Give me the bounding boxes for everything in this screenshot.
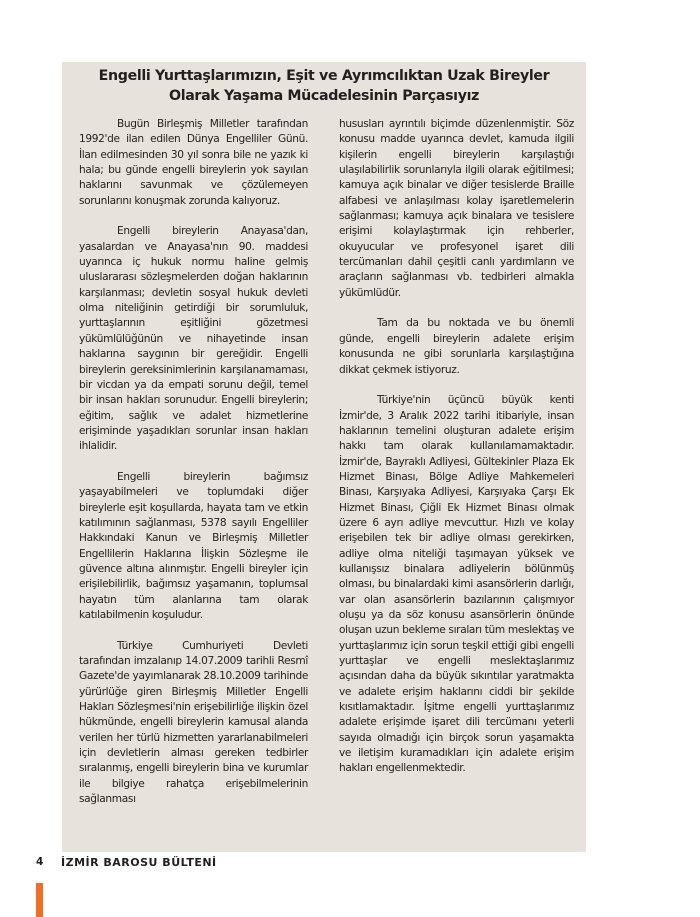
article-paragraph: Bugün Birleşmiş Milletler tarafından 1992'de ilan edilen Dünya Engelliler Günü. İlan edilmesinden 30 yıl sonra bile ne yazık ki hala; bu günde engelli bireylerin yok sayılan haklarını savunmak ve çözülemeyen sorunlarını konuşmak zorunda kalıyoruz. xyxy=(79,118,308,207)
article-left-column xyxy=(79,117,308,807)
article-right-column xyxy=(339,117,574,777)
article-title-line1: Engelli Yurttaşlarımızın, Eşit ve Ayrımcılıktan Uzak Bireyler xyxy=(98,68,550,84)
article-paragraph: Tam da bu noktada ve bu önemli günde, engelli bireylerin adalete erişim konusunda ne gibi sorunlarla karşılaştığına dikkat çekmek istiyoruz. xyxy=(339,317,574,376)
article-paragraph-continued: hususları ayrıntılı biçimde düzenlenmiştir. Söz konusu madde uyarınca devlet, kamuda ilgili kişilerin engelli bireylerin karşılaştığı ulaşılabilirlik sorunlarıyla ilgili olarak eğitilmesi; kamuya açık binalar ve diğer tesislerde Braille alfabesi ve anlaşılması kolay işaretlemelerin sağlanması; kamuya açık binalara ve tesislere erişimi kolaylaştırmak için rehberler, okuyucular ve profesyonel işaret dili tercümanları dahil çeşitli canlı yardımların ve araçların sağlanması vb. tedbirleri almakla yükümlüdür. xyxy=(339,118,574,299)
article-paragraph: Türkiye Cumhuriyeti Devleti tarafından imzalanıp 14.07.2009 tarihli Resmî Gazete'de yayımlanarak 28.10.2009 tarihinde yürürlüğe giren Birleşmiş Milletler Engelli Hakları Sözleşmesi'nin erişebilirliğe ilişkin özel hükmünde, engelli bireylerin kamusal alanda verilen her türlü hizmetten yararlanabilmeleri için devletlerin alması gereken tedbirler sıralanmış, engelli bireylerin bina ve kurumlar ile bilgiye rahatça erişebilmelerinin sağlanması xyxy=(79,639,308,806)
publication-title: İZMİR BAROSU BÜLTENİ xyxy=(61,856,217,869)
page-number: 4 xyxy=(36,856,44,868)
accent-bar xyxy=(36,883,43,917)
article-paragraph: Engelli bireylerin bağımsız yaşayabilmeleri ve toplumdaki diğer bireylerle eşit koşullarda, hayata tam ve etkin katılımının sağlanması, 5378 sayılı Engelliler Hakkındaki Kanun ve Birleşmiş Milletler Engellilerin Haklarına İlişkin Sözleşme ile güvence altına alınmıştır. Engelli bireyler için erişilebilirlik, bağımsız yaşamanın, toplumsal hayatın tüm alanlarına tam olarak katılabilmenin koşuludur. xyxy=(79,470,308,621)
article-title-line2: Olarak Yaşama Mücadelesinin Parçasıyız xyxy=(168,88,480,104)
article-title xyxy=(62,66,586,106)
article-paragraph: Türkiye'nin üçüncü büyük kenti İzmir'de, 3 Aralık 2022 tarihi itibariyle, insan haklarının temelini oluşturan adalete erişim hakkı tam olarak kullanılamamaktadır. İzmir'de, Bayraklı Adliyesi, Gültekinler Plaza Ek Hizmet Binası, Bölge Adliye Mahkemeleri Binası, Karşıyaka Adliyesi, Karşıyaka Çarşı Ek Hizmet Binası, Çiğli Ek Hizmet Binası olmak üzere 6 ayrı adliye mevcuttur. Hızlı ve kolay erişebilen tek bir adliye olması gerekirken, adliye olma niteliği taşımayan yüksek ve kullanışsız binalara adliyelerin bölünmüş olması, bu binalardaki kimi asansörlerin darlığı, var olan asansörlerin bazılarının çalışmıyor oluşu ya da söz konusu asansörlerin önünde oluşan uzun bekleme sıraları tüm meslektaş ve yurttaşlarımız için sorun teşkil ettiği gibi engelli yurttaşlar ve engelli meslektaşlarımız açısından daha da büyük sıkıntılar yaratmakta ve adalete erişim haklarını ciddi bir şekilde kısıtlamaktadır. İşitme engelli yurttaşlarımız adalete erişimde işaret dili tercümanı yeterli sayıda olmadığı için birçok sorun yaşamakta ve iletişim kuramadıkları için adalete erişim hakları engellenmektedir. xyxy=(339,394,574,775)
article-paragraph: Engelli bireylerin Anayasa'dan, yasalardan ve Anayasa'nın 90. maddesi uyarınca iç hukuk normu haline gelmiş uluslararası sözleşmelerden doğan haklarının karşılanması; devletin sosyal hukuk devleti olma niteliğinin getirdiği bir sorumluluk, yurttaşlarının eşitliğini gözetmesi yükümlülüğünün ve nihayetinde insan haklarına saygının bir gereğidir. Engelli bireylerin gereksinimlerinin karşılanamaması, bir vicdan ya da empati sorunu değil, temel bir insan hakları sorunudur. Engelli bireylerin; eğitim, sağlık ve adalet hizmetlerine erişiminde yaşadıkları sorunlar insan hakları ihlalidir. xyxy=(79,225,308,453)
